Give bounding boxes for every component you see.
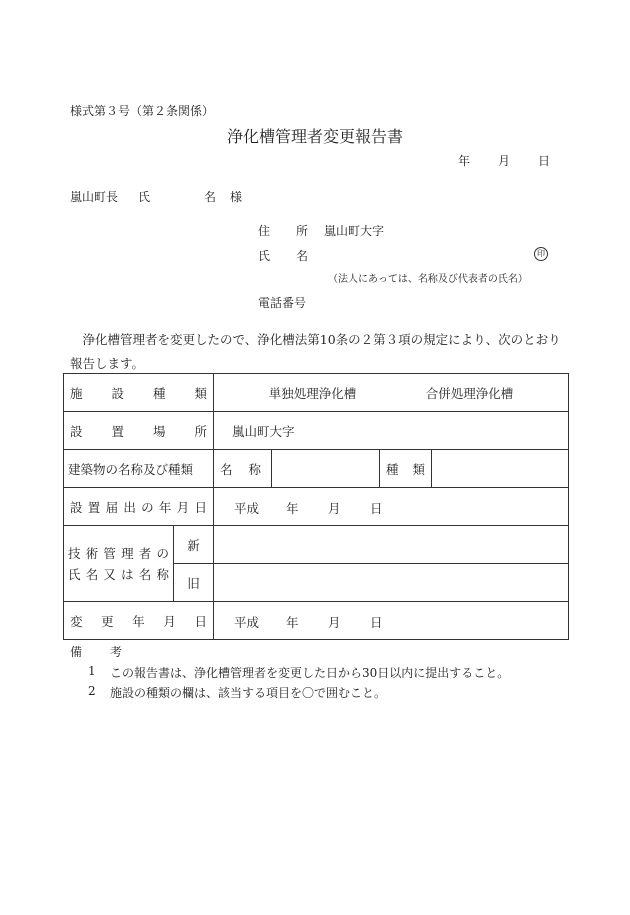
label-char: 出: [123, 499, 136, 515]
label-char: 更: [101, 613, 114, 629]
name-label-2: 名: [296, 249, 309, 263]
addressee-shi: 氏: [138, 190, 151, 204]
location-label: [64, 412, 214, 450]
label-char: 設: [70, 499, 83, 515]
manager-old-label: 旧: [174, 564, 214, 602]
notice-year: 年: [286, 500, 299, 516]
building-type-label: [380, 450, 432, 488]
label-char: 場: [152, 423, 166, 439]
notice-date-label: [64, 488, 214, 526]
form-number: 様式第３号（第２条関係）: [70, 104, 215, 118]
facility-option-single[interactable]: 単独処理浄化槽: [268, 385, 357, 401]
building-name-label: [214, 450, 272, 488]
manager-new-label: 新: [174, 526, 214, 564]
label-char: 日: [194, 499, 207, 515]
label-char: 名: [220, 461, 233, 477]
seal-stamp-icon: 印: [534, 247, 548, 261]
remark-number: 1: [88, 664, 96, 678]
row-notice-date: [64, 488, 569, 526]
addressee-sama: 様: [230, 190, 243, 204]
label-char: 届: [105, 499, 119, 515]
remark-text: 施設の種類の欄は、該当する項目を〇で囲むこと。: [110, 686, 387, 700]
row-facility-type: [64, 374, 569, 412]
addressee-mei: 名: [204, 190, 217, 204]
label-char: は: [121, 566, 134, 582]
label-char: 技: [68, 545, 81, 561]
label-char: 術: [85, 545, 99, 561]
label-char: 設: [70, 423, 83, 439]
change-date-field[interactable]: [214, 602, 569, 640]
remark-text: この報告書は、浄化槽管理者を変更した日から30日以内に提出すること。: [110, 666, 510, 680]
phone-label: 電話番号: [258, 296, 307, 310]
label-char: 種: [386, 461, 399, 477]
report-table: [63, 373, 569, 640]
label-char: 年: [132, 613, 145, 629]
building-name-field[interactable]: [272, 450, 380, 488]
label-char: 称: [248, 461, 261, 477]
label-char: 者: [138, 545, 152, 561]
label-char: 称: [156, 566, 169, 582]
change-month: 月: [328, 614, 341, 630]
name-label-1: 氏: [258, 249, 271, 263]
label-char: 名: [85, 566, 99, 582]
facility-type-options[interactable]: [214, 374, 569, 412]
change-day: 日: [370, 614, 383, 630]
address-label-2: 所: [296, 224, 309, 238]
date-day-label: 日: [538, 154, 551, 168]
remarks-title-2: 考: [110, 645, 123, 659]
label-char: 置: [111, 423, 124, 439]
change-date-label: [64, 602, 214, 640]
label-char: 年: [158, 499, 172, 515]
manager-old-field[interactable]: [214, 564, 569, 602]
page-title: 浄化槽管理者変更報告書: [226, 127, 403, 146]
row-manager-new: [64, 526, 569, 564]
label-char: 所: [194, 423, 207, 439]
location-value[interactable]: 嵐山町大字: [214, 412, 569, 450]
label-char: 変: [70, 613, 83, 629]
label-char: 設: [111, 385, 124, 401]
row-change-date: [64, 602, 569, 640]
label-char: 管: [103, 545, 116, 561]
building-type-field[interactable]: [432, 450, 569, 488]
facility-type-label: [64, 374, 214, 412]
notice-day: 日: [370, 500, 383, 516]
label-char: 又: [103, 566, 116, 582]
label-char: 名: [138, 566, 152, 582]
label-char: 類: [194, 385, 207, 401]
label-char: の: [141, 499, 154, 515]
manager-label: [64, 526, 174, 602]
row-location: [64, 412, 569, 450]
label-char: 置: [87, 499, 101, 515]
remarks-title-1: 備: [70, 645, 83, 659]
address-label-1: 住: [258, 224, 271, 238]
label-char: の: [156, 545, 169, 561]
manager-new-field[interactable]: [214, 526, 569, 564]
notice-date-field[interactable]: [214, 488, 569, 526]
remark-number: 2: [88, 684, 96, 698]
change-year: 年: [286, 614, 299, 630]
notice-era: 平成: [234, 500, 260, 516]
date-month-label: 月: [498, 154, 511, 168]
label-char: 氏: [68, 566, 81, 582]
label-char: 種: [152, 385, 166, 401]
address-value: 嵐山町大字: [324, 224, 385, 238]
label-char: 日: [194, 613, 207, 629]
label-char: 月: [176, 499, 190, 515]
row-building: [64, 450, 569, 488]
facility-option-combined[interactable]: 合併処理浄化槽: [425, 385, 514, 401]
label-char: 類: [412, 461, 425, 477]
date-year-label: 年: [458, 154, 471, 168]
corporation-note: （法人にあっては、名称及び代表者の氏名）: [328, 274, 528, 285]
label-char: 施: [70, 385, 83, 401]
change-era: 平成: [234, 614, 260, 630]
label-char: 理: [121, 545, 134, 561]
report-statement: 浄化槽管理者を変更したので、浄化槽法第10条の２第３項の規定により、次のとおり報告します。: [70, 332, 561, 371]
building-label: 建築物の名称及び種類: [64, 450, 214, 488]
addressee-mayor: 嵐山町長: [70, 190, 119, 204]
notice-month: 月: [328, 500, 341, 516]
label-char: 月: [163, 613, 176, 629]
